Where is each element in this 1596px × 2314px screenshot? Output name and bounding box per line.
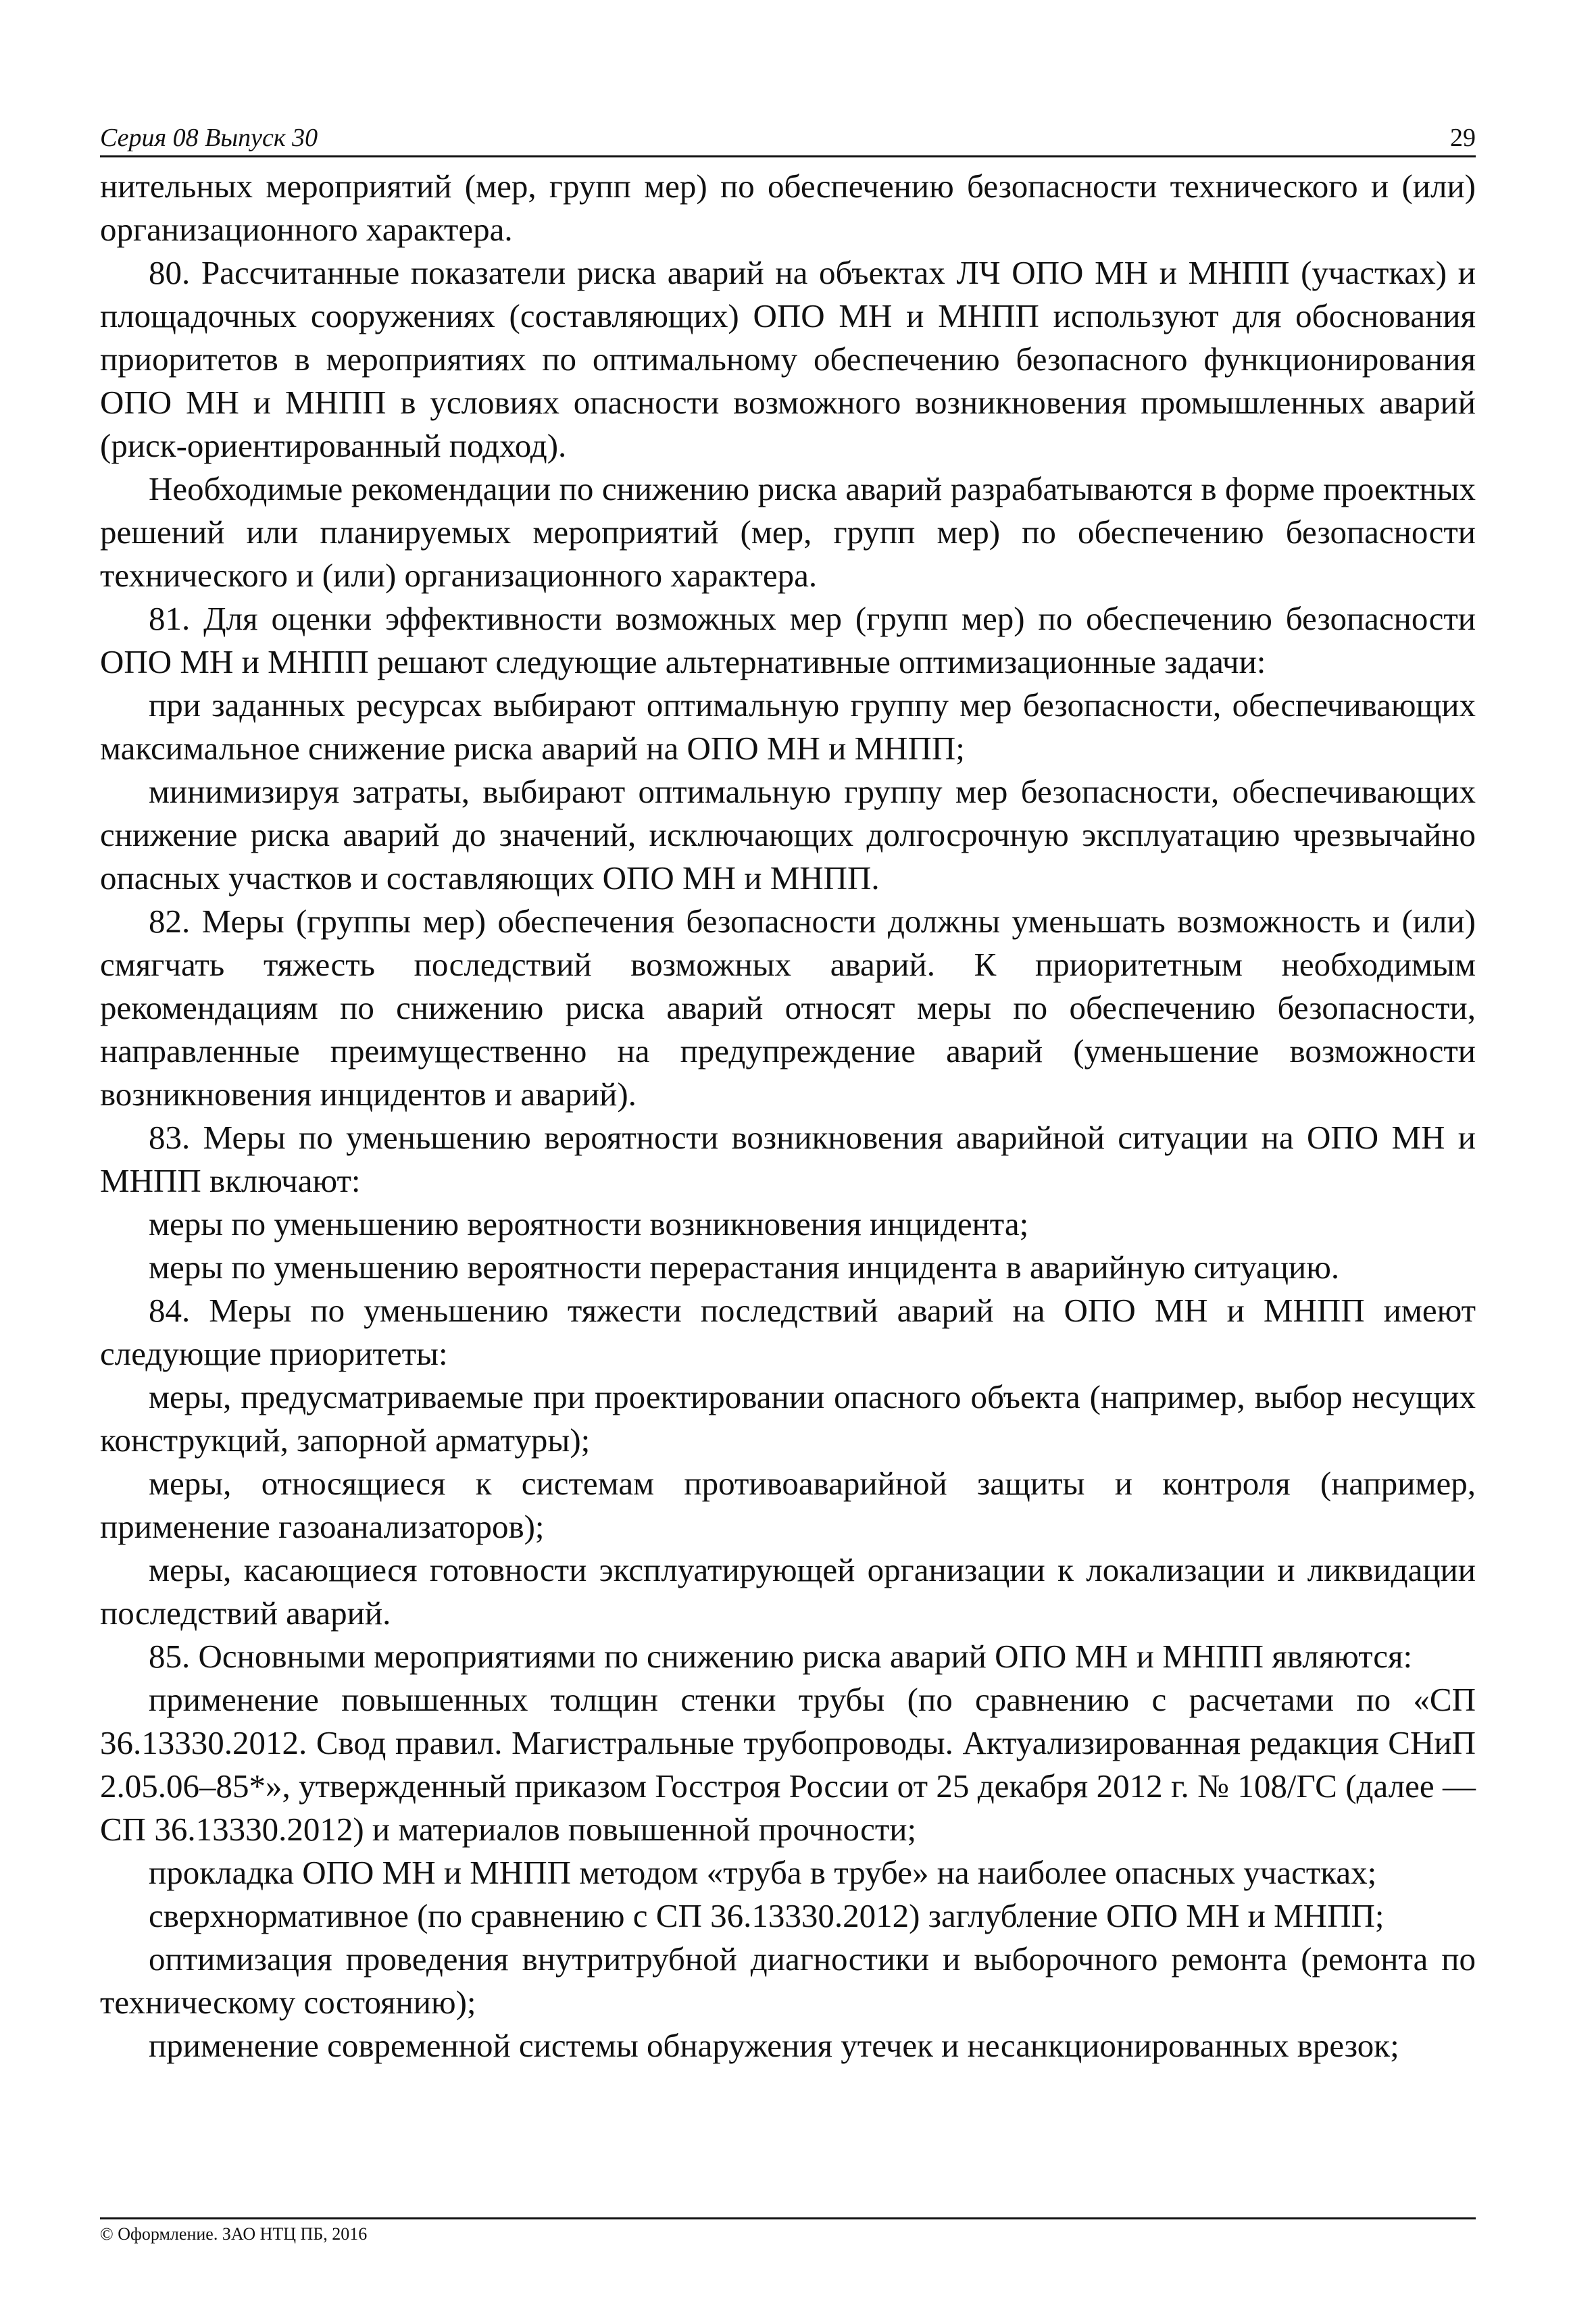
paragraph: меры по уменьшению вероятности перерастания инцидента в аварийную ситуацию. [149, 1249, 1340, 1286]
paragraph: нительных мероприятий (мер, групп мер) по обеспечению безопасности технического и (или) организационного характера. [100, 168, 1476, 248]
paragraph: прокладка ОПО МН и МНПП методом «труба в трубе» на наиболее опасных участках; [149, 1854, 1377, 1891]
footer-copyright: © Оформление. ЗАО НТЦ ПБ, 2016 [100, 2224, 368, 2244]
paragraph: сверхнормативное (по сравнению с СП 36.13330.2012) заглубление ОПО МН и МНПП; [149, 1897, 1385, 1934]
paragraph: 81. Для оценки эффективности возможных мер (групп мер) по обеспечению безопасности ОПО МН и МНПП решают следующие альтернативные оптимизационные задачи: [100, 600, 1476, 680]
paragraph: 82. Меры (группы мер) обеспечения безопасности должны уменьшать возможность и (или) смягчать тяжесть последствий возможных аварий. К приоритетным необходимым рекомендациям по снижению риска аварий относят меры по обеспечению безопасности, направленные преимущественно на предупреждение аварий (уменьшение возможности возникновения инцидентов и аварий). [100, 903, 1476, 1113]
paragraph: применение современной системы обнаружения утечек и несанкционированных врезок; [149, 2027, 1399, 2064]
footer-divider [100, 2217, 1476, 2219]
paragraph: при заданных ресурсах выбирают оптимальную группу мер безопасности, обеспечивающих максимальное снижение риска аварий на ОПО МН и МНПП; [100, 686, 1476, 767]
paragraph: меры, касающиеся готовности эксплуатирующей организации к локализации и ликвидации последствий аварий. [100, 1551, 1476, 1632]
series-label: Серия 08 Выпуск 30 [100, 124, 318, 152]
page-number: 29 [1450, 124, 1476, 152]
paragraph: Необходимые рекомендации по снижению риска аварий разрабатываются в форме проектных решений или планируемых мероприятий (мер, групп мер) по обеспечению безопасности технического и (или) организационного характера. [100, 470, 1476, 594]
body-text [100, 165, 1476, 2067]
paragraph: оптимизация проведения внутритрубной диагностики и выборочного ремонта (ремонта по техническому состоянию); [100, 1940, 1476, 2021]
paragraph: 84. Меры по уменьшению тяжести последствий аварий на ОПО МН и МНПП имеют следующие приоритеты: [100, 1292, 1476, 1372]
running-header [100, 114, 1476, 157]
paragraph: минимизируя затраты, выбирают оптимальную группу мер безопасности, обеспечивающих снижение риска аварий до значений, исключающих долгосрочную эксплуатацию чрезвычайно опасных участков и составляющих ОПО МН и МНПП. [100, 773, 1476, 897]
paragraph: меры по уменьшению вероятности возникновения инцидента; [149, 1205, 1029, 1242]
paragraph: 85. Основными мероприятиями по снижению риска аварий ОПО МН и МНПП являются: [149, 1638, 1413, 1675]
paragraph: меры, относящиеся к системам противоаварийной защиты и контроля (например, применение газоанализаторов); [100, 1465, 1476, 1545]
paragraph: меры, предусматриваемые при проектировании опасного объекта (например, выбор несущих конструкций, запорной арматуры); [100, 1378, 1476, 1459]
paragraph: 80. Рассчитанные показатели риска аварий на объектах ЛЧ ОПО МН и МНПП (участках) и площадочных сооружениях (составляющих) ОПО МН и МНПП используют для обоснования приоритетов в мероприятиях по оптимальному обеспечению безопасного функционирования ОПО МН и МНПП в условиях опасности возможного возникновения промышленных аварий (риск-ориентированный подход). [100, 254, 1476, 464]
paragraph: 83. Меры по уменьшению вероятности возникновения аварийной ситуации на ОПО МН и МНПП включают: [100, 1119, 1476, 1199]
paragraph: применение повышенных толщин стенки трубы (по сравнению с расчетами по «СП 36.13330.2012. Свод правил. Магистральные трубопроводы. Актуализированная редакция СНиП 2.05.06–85*», утвержденный приказом Госстроя России от 25 декабря 2012 г. № 108/ГС (далее — СП 36.13330.2012) и материалов повышенной прочности; [100, 1681, 1476, 1848]
